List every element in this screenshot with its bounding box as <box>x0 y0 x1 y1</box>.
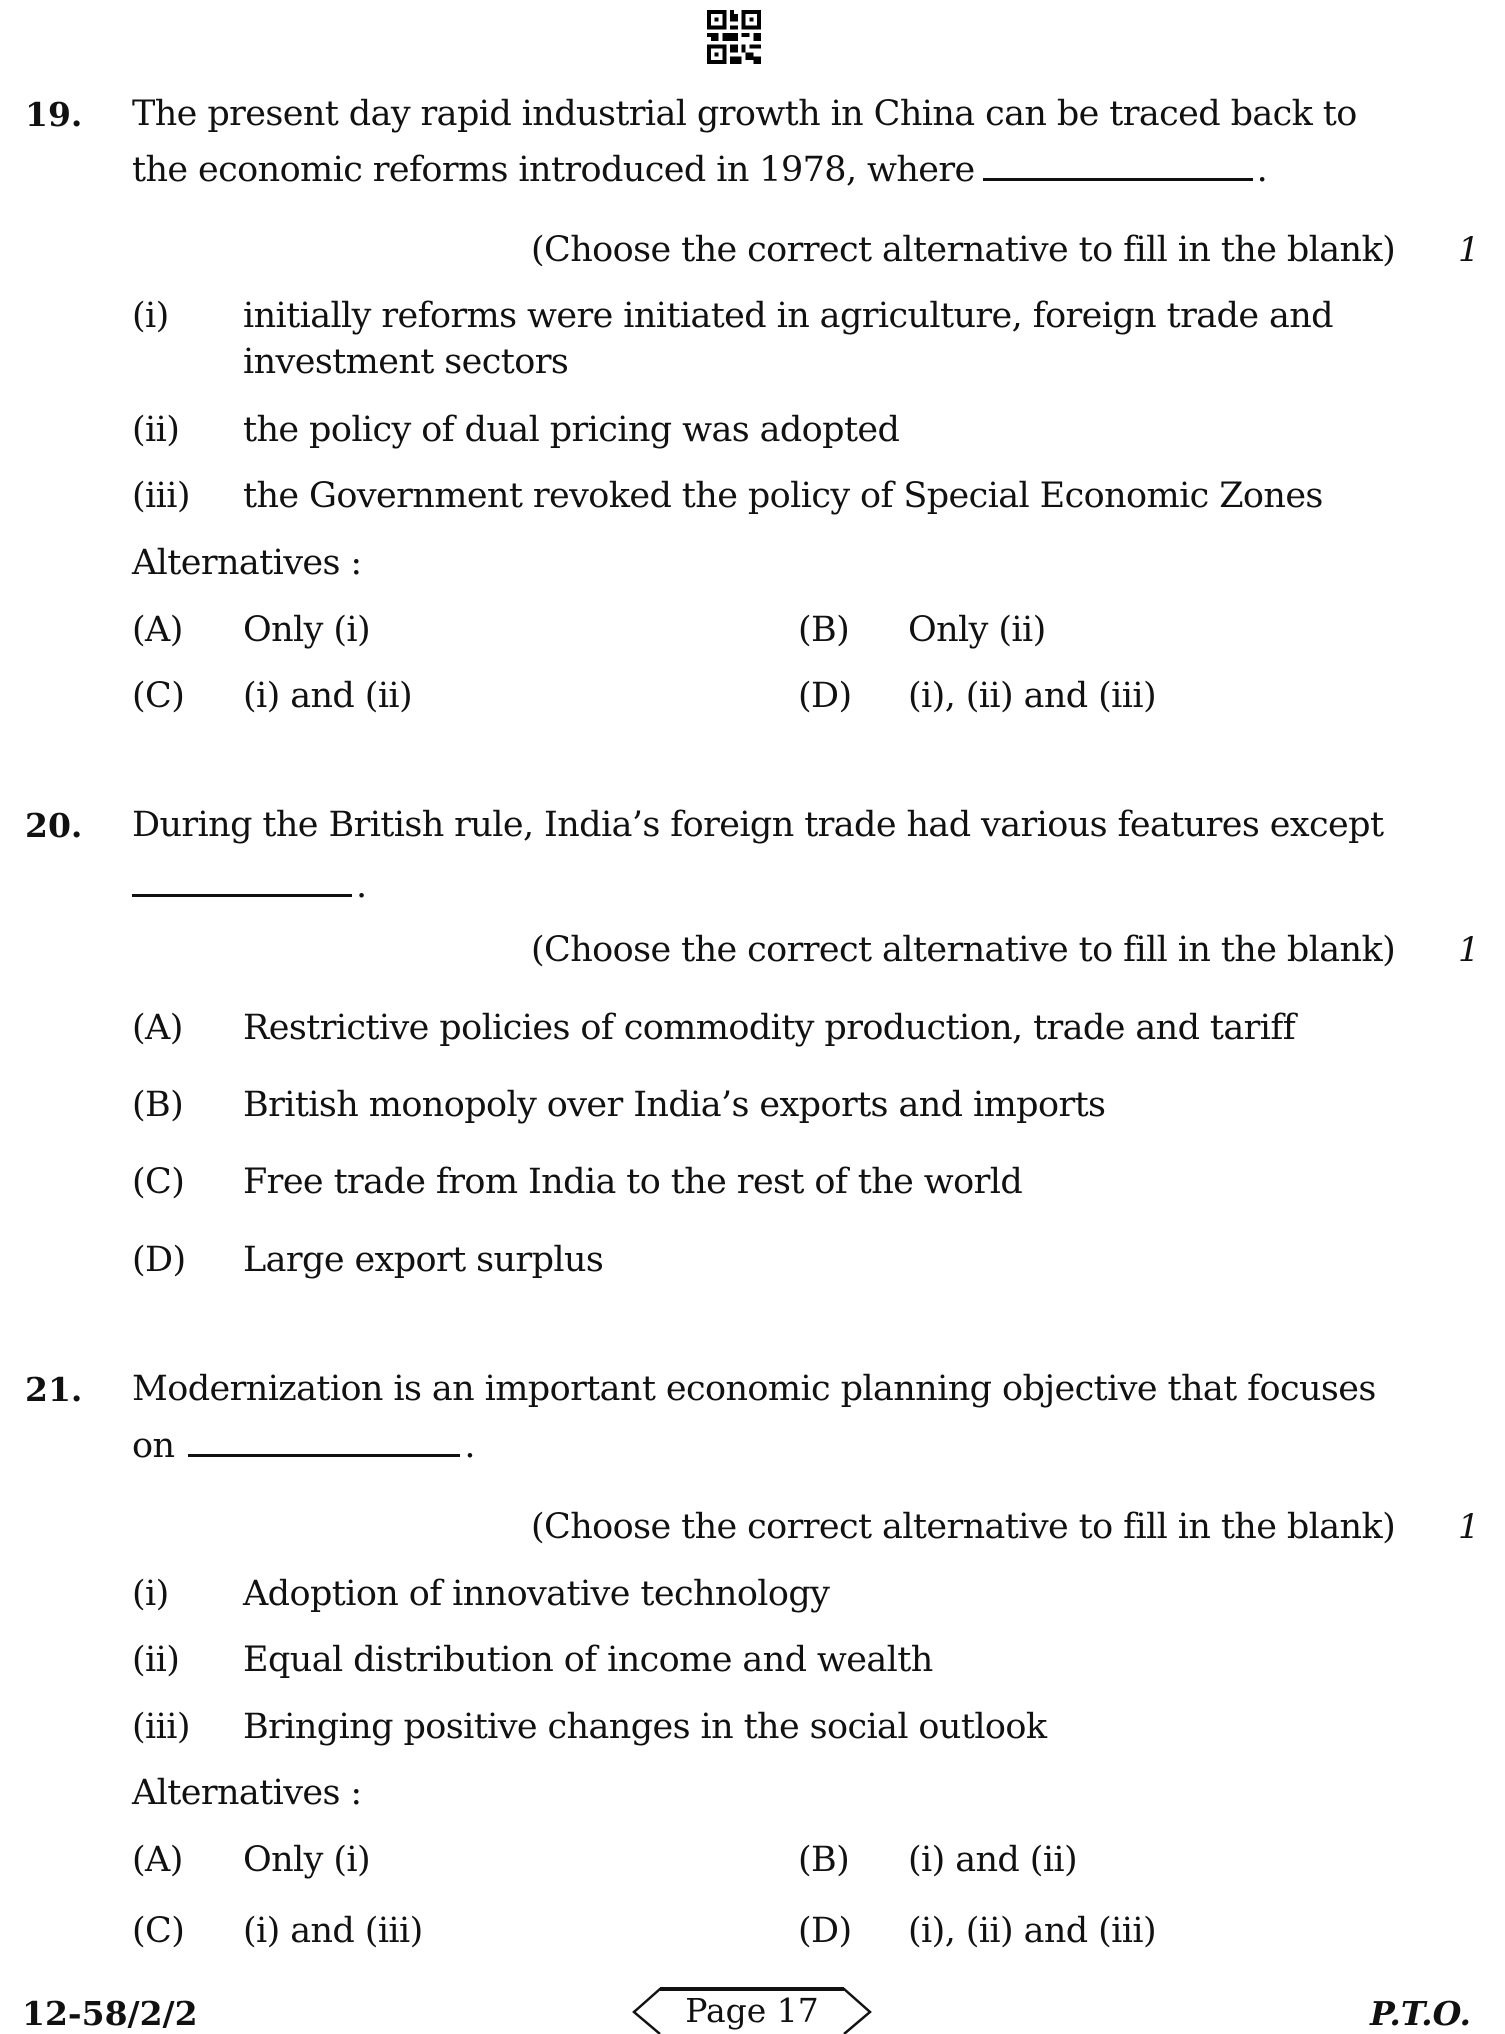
paper-code: 12-58/2/2 <box>22 1994 198 2033</box>
option-label: (B) <box>132 1085 184 1125</box>
statement-text: the policy of dual pricing was adopted <box>243 410 900 450</box>
question-number: 19. <box>25 95 83 134</box>
instruction-text: (Choose the correct alternative to fill in the blank) <box>531 230 1396 270</box>
qr-code-icon <box>706 10 762 64</box>
option-label: (D) <box>798 1911 852 1951</box>
pto-label: P.T.O. <box>1370 1994 1471 2033</box>
question-number: 20. <box>25 806 83 845</box>
option-text: Only (ii) <box>908 610 1046 650</box>
option-label: (D) <box>132 1240 186 1280</box>
option-text: Only (i) <box>243 1840 371 1880</box>
statement-label: (i) <box>132 296 169 336</box>
question-stem: Modernization is an important economic planning objective that focuses <box>132 1369 1376 1409</box>
alternatives-heading: Alternatives : <box>132 1773 362 1813</box>
question-stem-continued: . <box>124 866 367 906</box>
statement-text: Equal distribution of income and wealth <box>243 1640 933 1680</box>
option-label: (B) <box>798 610 850 650</box>
option-label: (B) <box>798 1840 850 1880</box>
marks: 1 <box>1458 930 1480 970</box>
option-label: (C) <box>132 1911 185 1951</box>
fill-blank <box>132 894 352 897</box>
question-stem-continued: on . <box>132 1426 475 1466</box>
option-label: (C) <box>132 1162 185 1202</box>
option-text: Large export surplus <box>243 1240 604 1280</box>
fill-blank <box>188 1454 460 1457</box>
option-label: (A) <box>132 610 183 650</box>
option-label: (D) <box>798 676 852 716</box>
option-text: Only (i) <box>243 610 371 650</box>
alternatives-heading: Alternatives : <box>132 543 362 583</box>
statement-label: (ii) <box>132 1640 180 1680</box>
page-number: Page 17 <box>685 1991 819 2030</box>
option-label: (C) <box>132 676 185 716</box>
statement-label: (i) <box>132 1574 169 1614</box>
question-stem-continued: the economic reforms introduced in 1978, where . <box>132 150 1268 190</box>
instruction-text: (Choose the correct alternative to fill in the blank) <box>531 1507 1396 1547</box>
instruction-text: (Choose the correct alternative to fill in the blank) <box>531 930 1396 970</box>
question-stem: The present day rapid industrial growth in China can be traced back to <box>132 94 1357 134</box>
statement-text: Adoption of innovative technology <box>243 1574 830 1614</box>
marks: 1 <box>1458 230 1480 270</box>
option-text: (i), (ii) and (iii) <box>908 676 1157 716</box>
option-label: (A) <box>132 1840 183 1880</box>
option-text: (i), (ii) and (iii) <box>908 1911 1157 1951</box>
question-number: 21. <box>25 1370 83 1409</box>
option-text: Free trade from India to the rest of the world <box>243 1162 1023 1202</box>
option-text: (i) and (ii) <box>908 1840 1078 1880</box>
statement-text: initially reforms were initiated in agriculture, foreign trade and <box>243 296 1333 336</box>
option-text: (i) and (iii) <box>243 1911 423 1951</box>
statement-text: Bringing positive changes in the social outlook <box>243 1707 1047 1747</box>
statement-label: (iii) <box>132 1707 190 1747</box>
fill-blank <box>983 178 1253 181</box>
question-stem: During the British rule, India’s foreign trade had various features except <box>132 805 1384 845</box>
statement-label: (ii) <box>132 410 180 450</box>
option-label: (A) <box>132 1008 183 1048</box>
statement-text: the Government revoked the policy of Special Economic Zones <box>243 476 1323 516</box>
page-number-badge <box>632 1985 872 2034</box>
statement-text-continued: investment sectors <box>243 342 569 382</box>
statement-label: (iii) <box>132 476 190 516</box>
option-text: (i) and (ii) <box>243 676 413 716</box>
option-text: British monopoly over India’s exports and imports <box>243 1085 1106 1125</box>
marks: 1 <box>1458 1507 1480 1547</box>
option-text: Restrictive policies of commodity production, trade and tariff <box>243 1008 1296 1048</box>
